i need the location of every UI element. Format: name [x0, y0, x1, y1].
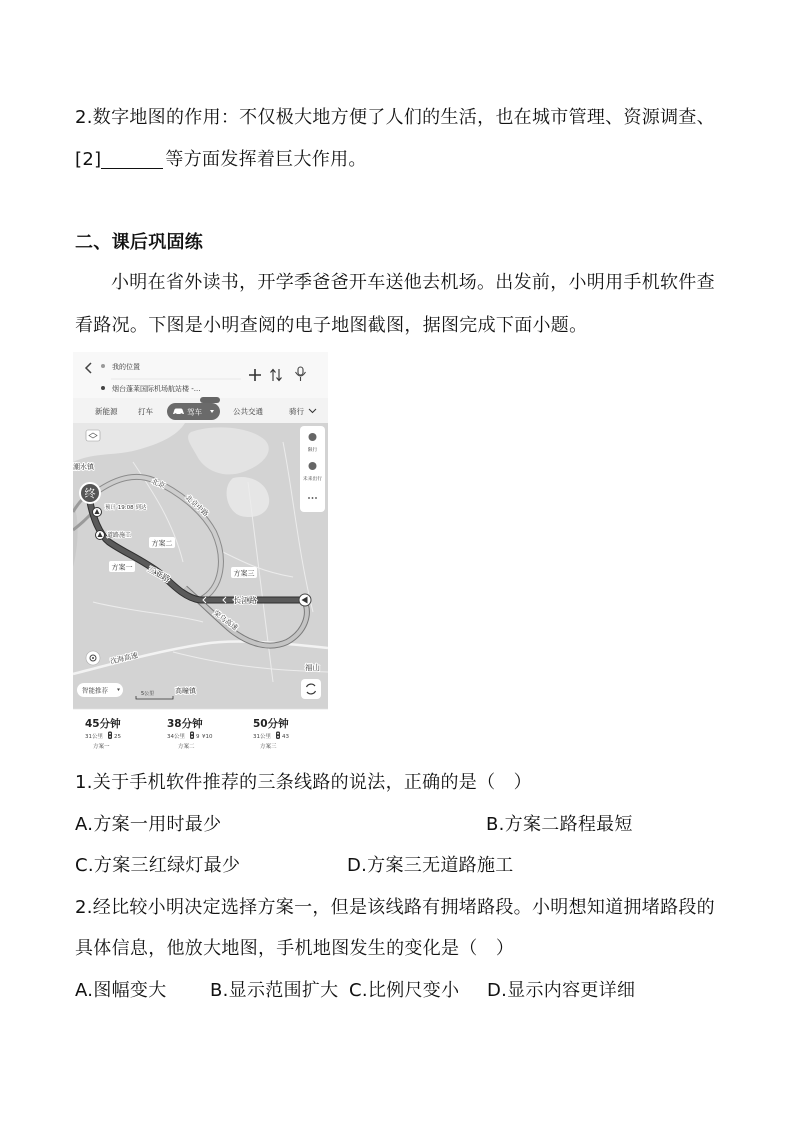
plan-3-time: 50分钟 — [253, 718, 289, 730]
construction-icon — [96, 531, 105, 540]
refresh-button[interactable] — [301, 679, 321, 699]
restriction-label: 限行 — [307, 448, 318, 453]
plan-1-name: 方案一 — [93, 744, 110, 750]
map-screenshot — [73, 352, 328, 752]
town-label-chaoshui: 潮水镇 — [73, 463, 94, 471]
item2-line2 — [75, 148, 367, 172]
plan-1-lights: 25 — [114, 734, 121, 740]
question-2-option-a[interactable]: A.图幅变大 — [75, 980, 167, 1001]
destination-field[interactable]: 烟台蓬莱国际机场航站楼 -... — [112, 385, 201, 393]
question-1-option-d[interactable]: D.方案三无道路施工 — [347, 855, 514, 876]
plan-3-lights: 43 — [282, 734, 289, 740]
more-icon[interactable] — [308, 497, 317, 499]
route-3-tag[interactable] — [231, 567, 257, 578]
scenario-line2: 看路况。下图是小明查阅的电子地图截图，据图完成下面小题。 — [75, 315, 588, 336]
plan-1-distance: 31公里 — [85, 734, 103, 740]
route-2-tag[interactable] — [149, 537, 175, 548]
route-3-tag-label: 方案三 — [233, 569, 255, 578]
plan-2-time: 38分钟 — [167, 718, 203, 730]
plan-2-lights: 9 — [196, 734, 200, 740]
route-2-tag-label: 方案二 — [151, 539, 173, 548]
plan-cards — [73, 709, 328, 752]
question-1-option-a[interactable]: A.方案一用时最少 — [75, 814, 222, 835]
smart-recommend-dropdown[interactable] — [77, 683, 123, 697]
origin-dot-icon — [101, 364, 105, 368]
road-label-sanya: 三亚路 — [146, 564, 172, 585]
future-travel-label: 未来出行 — [302, 477, 323, 482]
question-2-stem-line1: 2.经比较小明决定选择方案一，但是该线路有拥堵路段。小明想知道拥堵路段的 — [75, 897, 715, 918]
answer-blank — [101, 149, 163, 169]
restriction-icon — [309, 433, 317, 441]
item2-line1: 2.数字地图的作用：不仅极大地方便了人们的生活，也在城市管理、资源调查、 — [75, 107, 715, 128]
construction-label: 道路施工 — [107, 532, 132, 539]
locate-button[interactable] — [86, 651, 100, 665]
destination-dot-icon — [101, 386, 105, 390]
question-1-stem: 1.关于手机软件推荐的三条线路的说法，正确的是（ ） — [75, 772, 532, 793]
destination-marker[interactable] — [80, 483, 100, 503]
plan-2-toll: ¥10 — [202, 734, 213, 740]
question-2-option-b[interactable]: B.显示范围扩大 — [210, 980, 339, 1001]
construction-icon — [93, 508, 102, 517]
origin-field[interactable]: 我的位置 — [112, 363, 140, 371]
plan-1-time: 45分钟 — [85, 718, 121, 730]
clock-icon — [309, 462, 317, 470]
scenario-line1: 小明在省外读书，开学季爸爸开车送他去机场。出发前，小明用手机软件查 — [111, 272, 715, 293]
smart-recommend-label: 智能推荐 — [82, 686, 108, 695]
road-label-changjiang: 长江路 — [233, 596, 257, 605]
road-label-beijing-mid: 北京中路 — [183, 493, 210, 519]
question-1-option-b[interactable]: B.方案二路程最短 — [486, 814, 633, 835]
eta-label: 预计 19:08 到达 — [105, 505, 147, 511]
road-label-beijing: 北京 — [150, 477, 167, 491]
layers-button[interactable] — [86, 430, 100, 441]
question-2-stem-line2: 具体信息，他放大地图，手机地图发生的变化是（ ） — [75, 938, 515, 959]
tab-public-transit[interactable]: 公共交通 — [233, 407, 263, 416]
plan-3-name: 方案三 — [260, 744, 277, 750]
traffic-light-icon — [108, 732, 112, 740]
road-label-rongwu: 荣乌高速 — [211, 609, 240, 633]
item2-line2-text: 等方面发挥着巨大作用。 — [165, 149, 367, 170]
scale-label: 5公里 — [141, 691, 155, 697]
route-1-tag-label: 方案一 — [111, 563, 133, 572]
plan-2-distance: 34公里 — [167, 734, 185, 740]
traffic-light-icon — [190, 732, 194, 740]
plan-2-name: 方案二 — [178, 744, 195, 750]
start-marker-icon — [299, 594, 311, 606]
question-1-option-c[interactable]: C.方案三红绿灯最少 — [75, 855, 241, 876]
question-2-option-d[interactable]: D.显示内容更详细 — [487, 980, 636, 1001]
tab-cycling[interactable]: 骑行 — [289, 407, 304, 416]
traffic-light-icon — [276, 732, 280, 740]
town-label-fushan: 福山 — [305, 663, 320, 672]
road-label-shenhai: 沈海高速 — [109, 651, 139, 666]
town-label-gaotuan: 高疃镇 — [175, 687, 196, 695]
tab-taxi[interactable]: 打车 — [138, 407, 153, 416]
tab-new-energy[interactable]: 新能源 — [95, 407, 118, 416]
destination-marker-label: 终 — [84, 487, 96, 500]
plan-3-distance: 31公里 — [253, 734, 271, 740]
section-heading: 二、课后巩固练 — [75, 232, 204, 253]
tab-drive-label: 驾车 — [187, 407, 202, 417]
blank-number: [2] — [75, 149, 102, 170]
route-1-tag[interactable] — [109, 561, 135, 572]
question-2-option-c[interactable]: C.比例尺变小 — [349, 980, 460, 1001]
